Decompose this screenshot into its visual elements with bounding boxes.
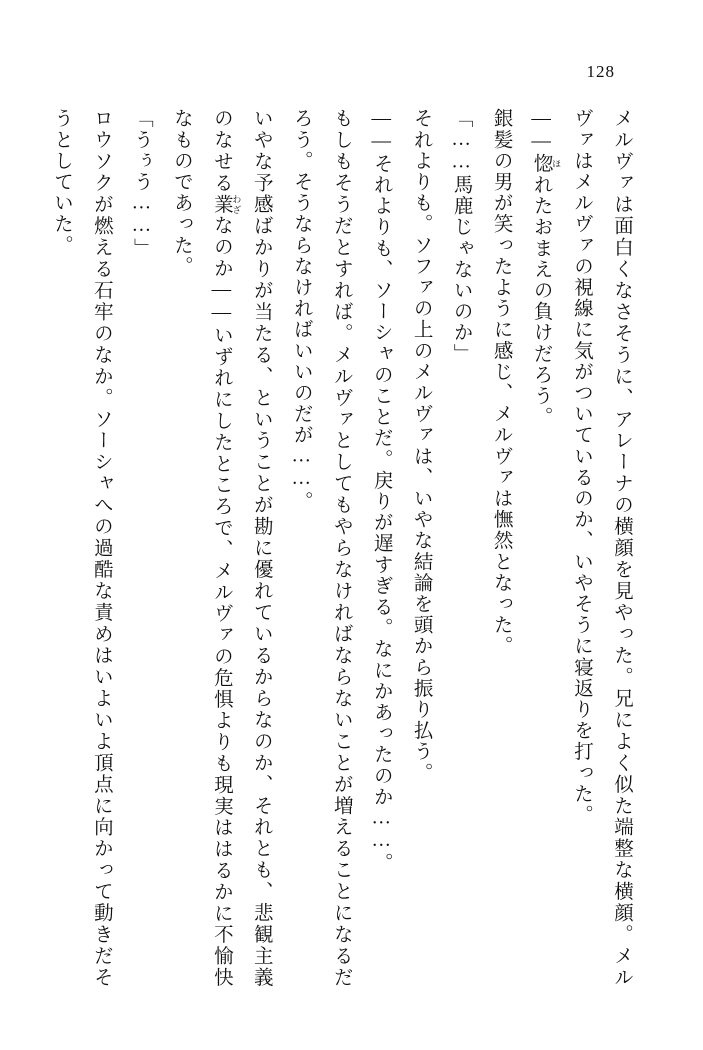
paragraph: 「うぅう……」: [130, 108, 152, 259]
paragraph: それよりも。ソファの上のメルヴァは、いやな結論を頭から振り払う。: [410, 108, 432, 784]
page-body-text: [50, 108, 641, 988]
paragraph: 「……馬鹿じゃないのか」: [450, 108, 472, 365]
paragraph: ——それよりも、ソーシャのことだ。戻りが遅すぎる。なにかあったのか……。: [370, 108, 392, 874]
paragraph: もしもそうだとすれば。メルヴァとしてもやらなければならないことが増えることになるだろう。そうならなければいいのだが……。: [290, 108, 352, 988]
page-number: 128: [586, 62, 615, 81]
paragraph: 銀髪の男が笑ったように感じ、メルヴァは憮然となった。: [490, 108, 512, 657]
paragraph: ロウソクが燃える石牢のなか。ソーシャへの過酷な責めはいよいよ頂点に向かって動きだそうとしていた。: [50, 108, 112, 988]
paragraph: ——惚 ほれたおまえの負けだろう。: [530, 108, 562, 428]
paragraph: いやな予感ばかりが当たる、ということが勘に優れているからなのか、それとも、悲観主義のなせる業 わざなのか——いずれにしたところで、メルヴァの危惧よりも現実ははるかに不愉快なものであった。: [170, 108, 272, 988]
paragraph: メルヴァは面白くなさそうに、アレーナの横顔を見やった。兄によく似た端整な横顔。メルヴァはメルヴァの視線に気がついているのか、いやそうに寝返りを打った。: [571, 108, 632, 988]
